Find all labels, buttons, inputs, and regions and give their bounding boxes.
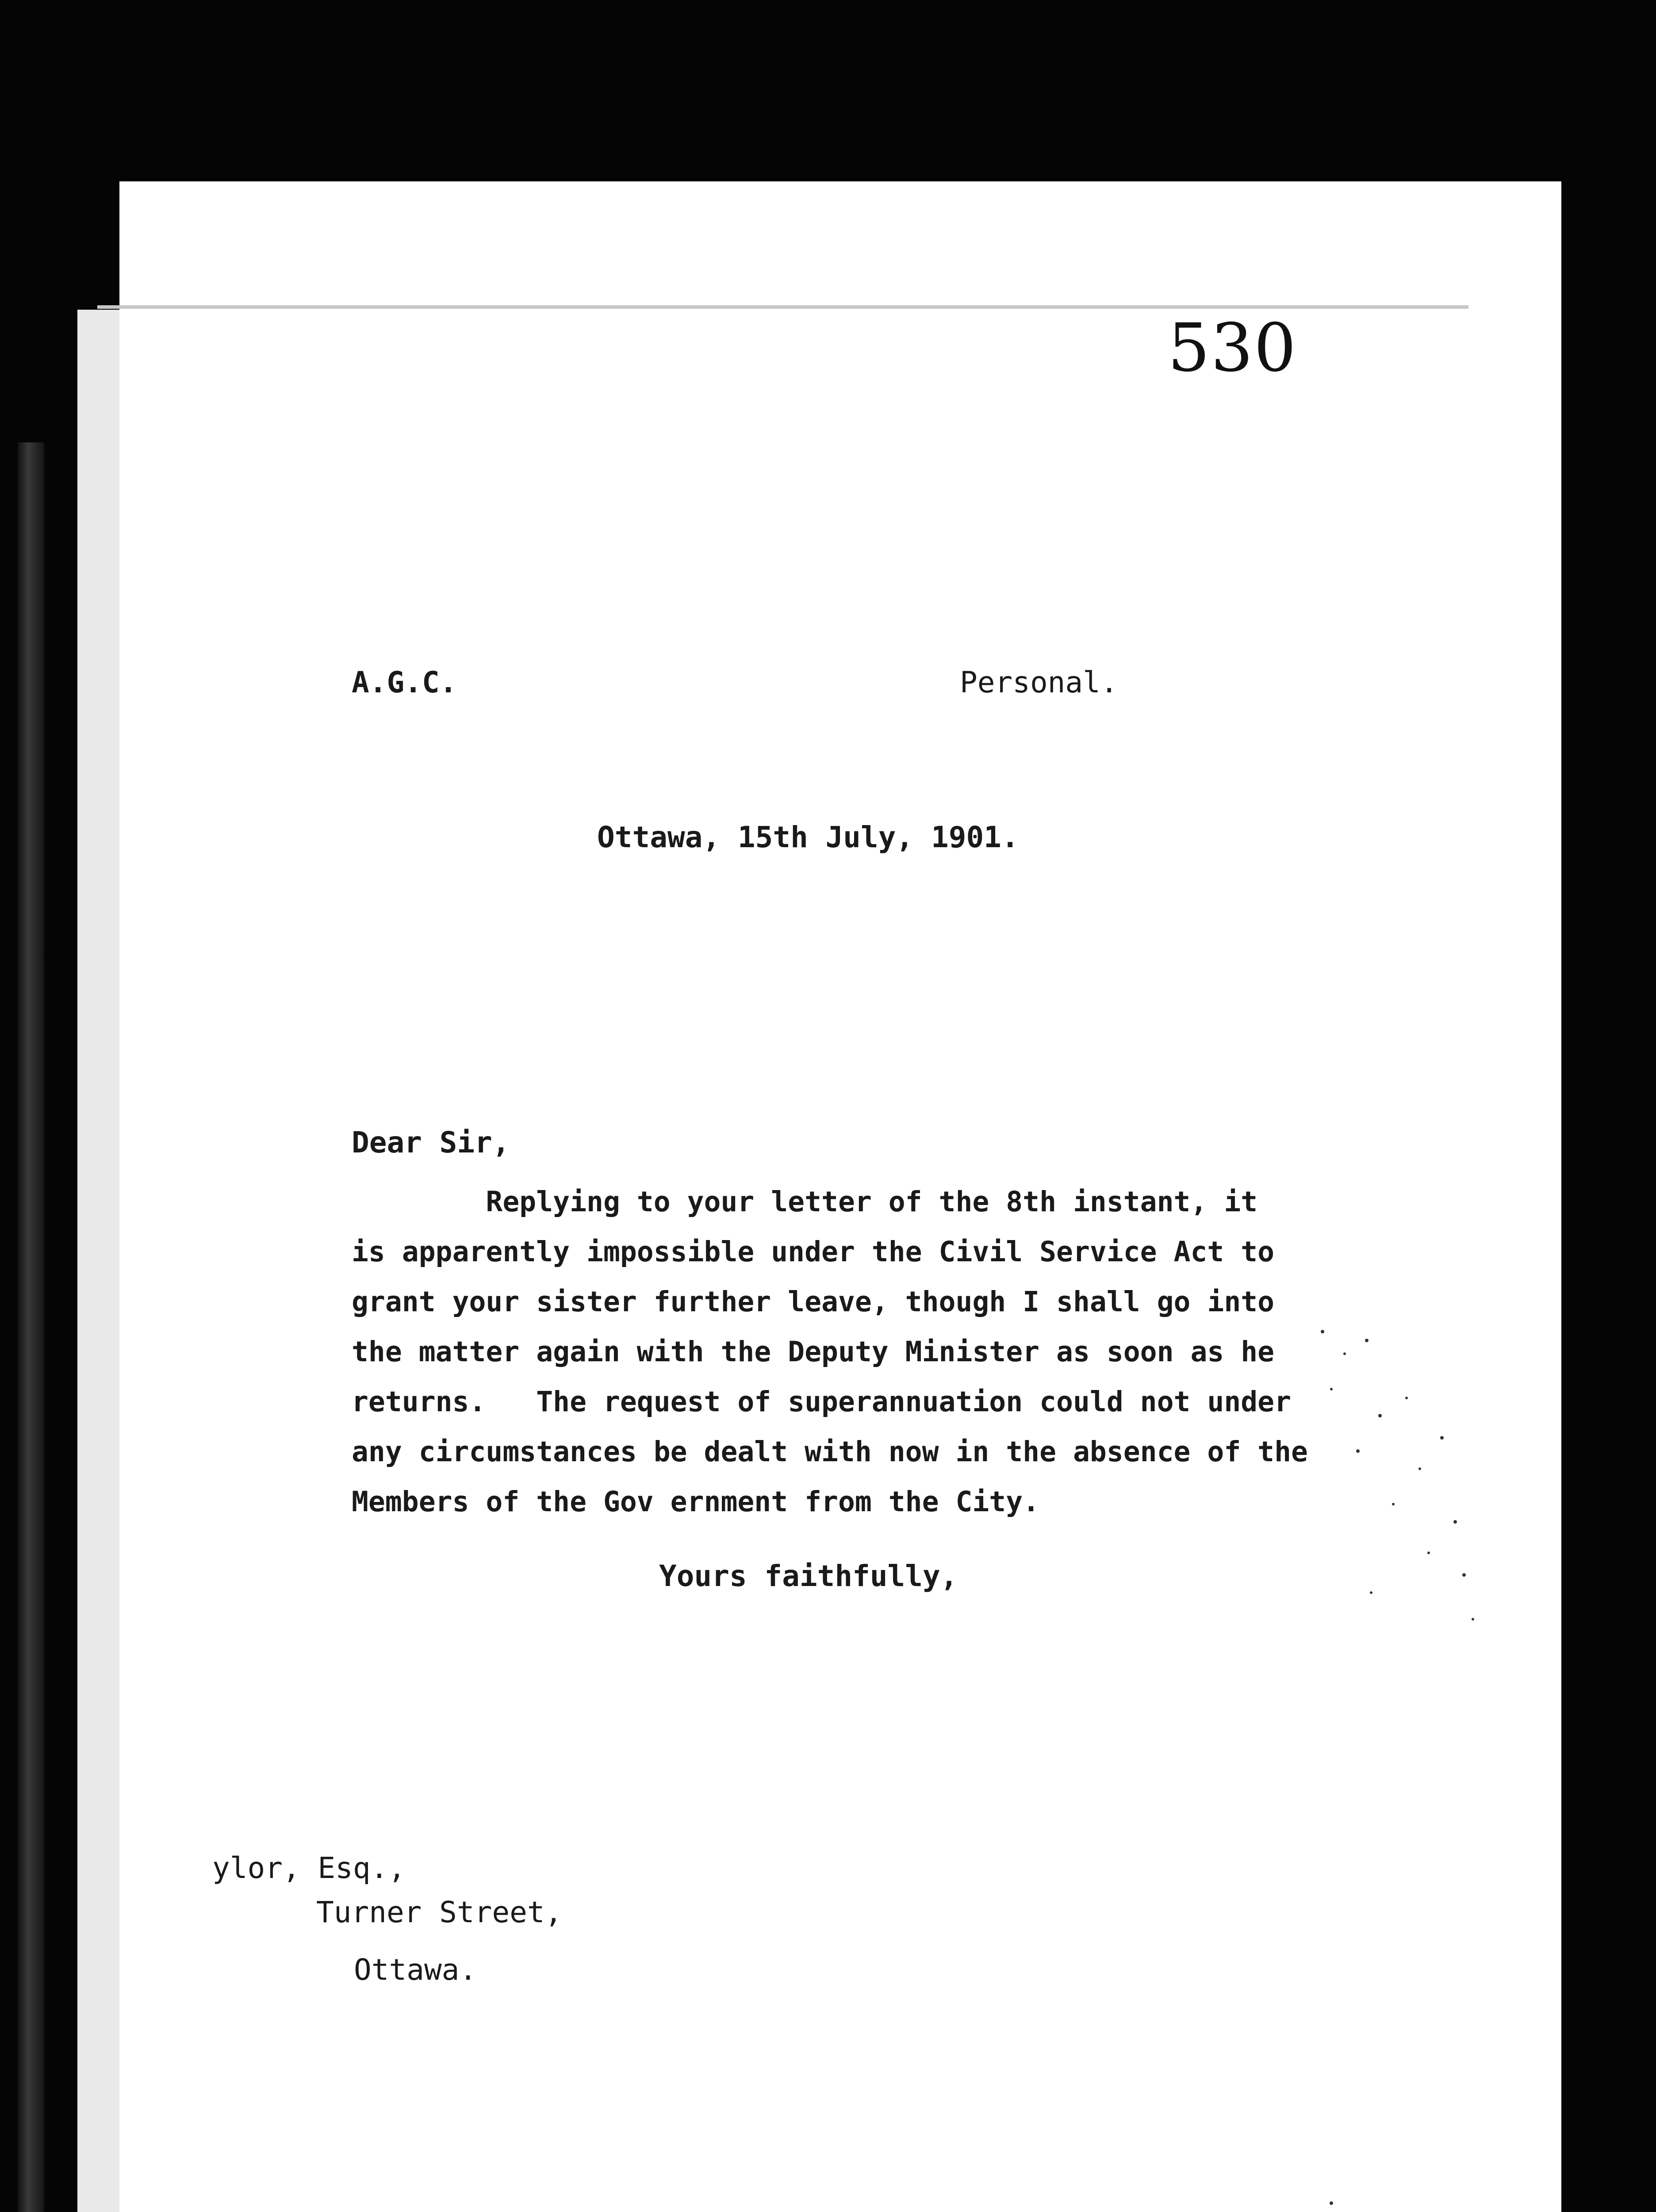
recipient-city: Ottawa. xyxy=(354,1953,477,1987)
body-line: the matter again with the Deputy Minister as soon as he xyxy=(352,1336,1275,1368)
body-line: Members of the Gov ernment from the City. xyxy=(352,1486,1040,1518)
recipient-street: Turner Street, xyxy=(316,1895,563,1929)
date-line: Ottawa, 15th July, 1901. xyxy=(597,820,1019,854)
paper-speckles xyxy=(1305,1283,1552,2212)
body-line: any circumstances be dealt with now in the absence of the xyxy=(352,1436,1308,1468)
salutation: Dear Sir, xyxy=(352,1125,510,1160)
classification-label: Personal. xyxy=(960,665,1118,699)
letter-body xyxy=(352,1177,1308,1527)
body-line: returns. The request of superannuation could not under xyxy=(352,1386,1292,1418)
body-line: is apparently impossible under the Civil Service Act to xyxy=(352,1236,1275,1268)
body-line: grant your sister further leave, though I shall go into xyxy=(352,1286,1275,1318)
page-fold-line xyxy=(97,305,1468,309)
sender-reference: A.G.C. xyxy=(352,665,457,699)
body-line: Replying to your letter of the 8th instant, it xyxy=(352,1186,1258,1218)
closing: Yours faithfully, xyxy=(659,1559,958,1593)
page-number: 530 xyxy=(1168,310,1297,387)
film-edge xyxy=(18,442,44,2212)
recipient-name: ylor, Esq., xyxy=(212,1851,406,1885)
